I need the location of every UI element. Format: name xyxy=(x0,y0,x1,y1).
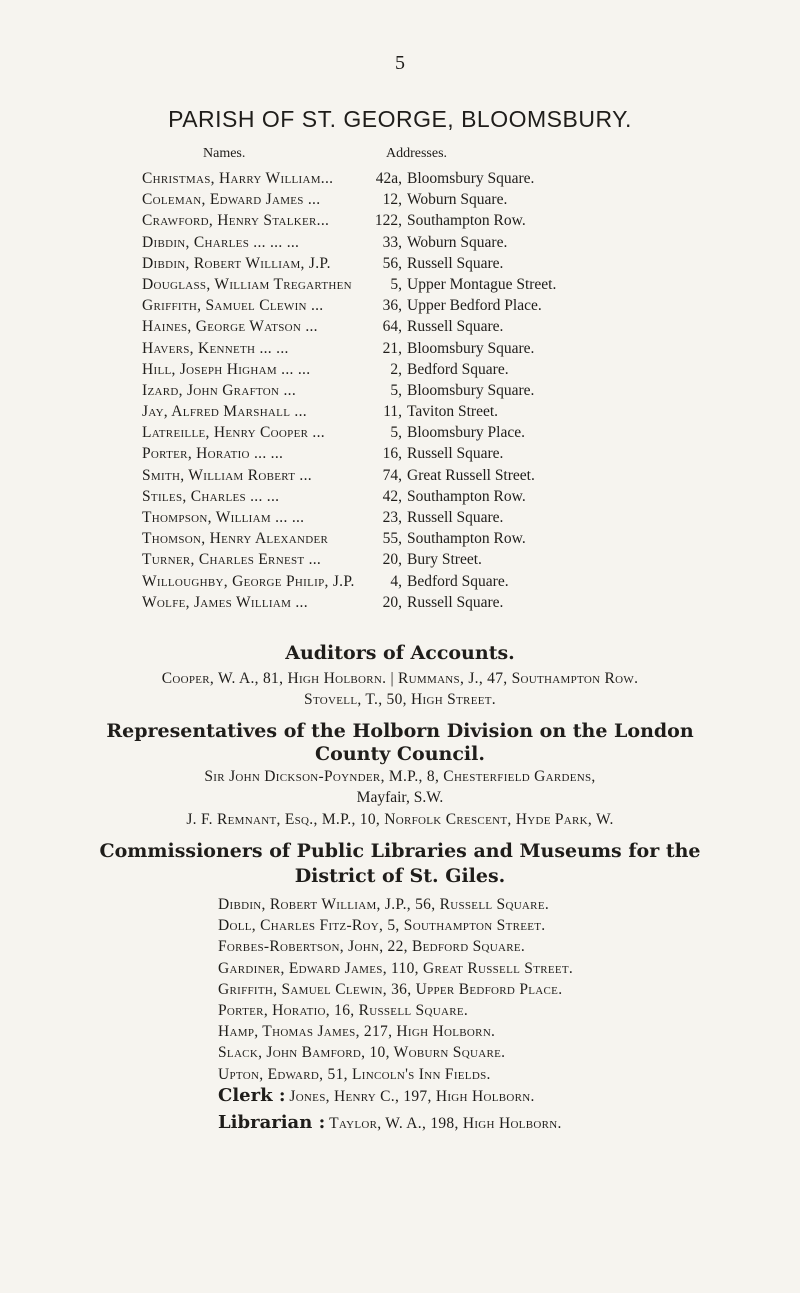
librarian-entry: Taylor, W. A., 198, High Holborn. xyxy=(329,1115,562,1132)
commissioners-heading: District of St. Giles. xyxy=(294,865,506,887)
resident-address: Upper Montague Street. xyxy=(407,275,557,293)
resident-name: Thomson, Henry Alexander xyxy=(142,530,329,548)
resident-row xyxy=(142,316,702,337)
resident-house-number: 21, xyxy=(382,339,402,357)
resident-row xyxy=(142,528,702,549)
resident-row xyxy=(142,232,702,253)
resident-house-number: 20, xyxy=(382,593,402,611)
resident-row xyxy=(142,189,702,210)
resident-address: Woburn Square. xyxy=(407,233,508,251)
resident-name: Thompson, William ... ... xyxy=(142,509,305,526)
representative-line: Mayfair, S.W. xyxy=(356,789,444,806)
clerk-line xyxy=(218,1085,535,1106)
representative-line: J. F. Remnant, Esq., M.P., 10, Norfolk Crescent, Hyde Park, W. xyxy=(186,811,614,828)
resident-row xyxy=(142,443,702,464)
resident-row xyxy=(142,210,702,231)
commissioner-entry: Griffith, Samuel Clewin, 36, Upper Bedford Place. xyxy=(218,980,563,998)
commissioner-entry: Slack, John Bamford, 10, Woburn Square. xyxy=(218,1044,506,1062)
resident-address: Bloomsbury Square. xyxy=(407,170,535,187)
commissioner-entry: Porter, Horatio, 16, Russell Square. xyxy=(218,1001,469,1019)
resident-house-number: 42a, xyxy=(375,170,402,187)
commissioner-entry: Gardiner, Edward James, 110, Great Russell Street. xyxy=(218,959,574,977)
resident-name: Willoughby, George Philip, J.P. xyxy=(142,572,355,590)
resident-name: Hill, Joseph Higham ... ... xyxy=(142,360,311,378)
resident-row xyxy=(142,338,702,359)
commissioner-entry: Dibdin, Robert William, J.P., 56, Russell Square. xyxy=(218,896,550,913)
resident-name: Coleman, Edward James ... xyxy=(142,191,321,209)
resident-row xyxy=(142,465,702,486)
resident-row xyxy=(142,422,702,443)
resident-name: Christmas, Harry William... xyxy=(142,170,334,187)
auditors-heading: Auditors of Accounts. xyxy=(285,642,515,664)
commissioner-entry: Forbes-Robertson, John, 22, Bedford Square. xyxy=(218,938,526,956)
resident-house-number: 5, xyxy=(390,424,402,442)
resident-address: Bloomsbury Square. xyxy=(407,381,535,399)
resident-row xyxy=(142,401,702,422)
resident-name: Turner, Charles Ernest ... xyxy=(142,551,322,569)
resident-address: Woburn Square. xyxy=(407,191,508,209)
resident-row xyxy=(142,274,702,295)
resident-house-number: 4, xyxy=(390,572,402,590)
resident-row xyxy=(142,295,702,316)
resident-row xyxy=(142,571,702,592)
resident-house-number: 16, xyxy=(382,445,402,463)
resident-name: Dibdin, Charles ... ... ... xyxy=(142,233,300,251)
resident-house-number: 20, xyxy=(382,551,402,569)
resident-row xyxy=(142,253,702,274)
resident-address: Great Russell Street. xyxy=(407,466,535,484)
resident-house-number: 11, xyxy=(383,403,402,421)
resident-house-number: 5, xyxy=(390,275,402,293)
clerk-entry: Jones, Henry C., 197, High Holborn. xyxy=(289,1088,535,1105)
resident-row xyxy=(142,549,702,570)
resident-house-number: 74, xyxy=(382,466,402,484)
residents-list xyxy=(142,168,702,613)
resident-address: Russell Square. xyxy=(407,509,504,526)
resident-address: Southampton Row. xyxy=(407,212,526,230)
resident-address: Bedford Square. xyxy=(407,572,509,590)
commissioner-entry: Upton, Edward, 51, Lincoln's Inn Fields. xyxy=(218,1065,491,1083)
resident-house-number: 2, xyxy=(390,360,402,378)
resident-name: Haines, George Watson ... xyxy=(142,318,318,336)
resident-row xyxy=(142,380,702,401)
resident-address: Bury Street. xyxy=(407,551,482,569)
representatives-heading: County Council. xyxy=(315,743,485,765)
librarian-label: Librarian : xyxy=(218,1112,326,1133)
librarian-line xyxy=(218,1112,562,1133)
auditors-line: Cooper, W. A., 81, High Holborn. | Rummans, J., 47, Southampton Row. xyxy=(161,670,639,687)
resident-address: Southampton Row. xyxy=(407,487,526,505)
resident-house-number: 55, xyxy=(382,530,402,548)
resident-row xyxy=(142,507,702,528)
resident-name: Dibdin, Robert William, J.P. xyxy=(142,254,331,272)
auditors-line: Stovell, T., 50, High Street. xyxy=(304,691,496,708)
resident-address: Southampton Row. xyxy=(407,530,526,548)
representatives-heading: Representatives of the Holborn Division on the London xyxy=(106,720,694,742)
resident-name: Crawford, Henry Stalker... xyxy=(142,212,330,230)
resident-name: Douglass, William Tregarthen xyxy=(142,275,352,293)
resident-address: Bedford Square. xyxy=(407,360,509,378)
commissioner-entry: Hamp, Thomas James, 217, High Holborn. xyxy=(218,1023,496,1041)
resident-house-number: 64, xyxy=(382,318,402,336)
commissioners-list xyxy=(218,894,573,1085)
resident-address: Bloomsbury Square. xyxy=(407,339,535,357)
names-column-header: Names. xyxy=(203,146,246,161)
clerk-label: Clerk : xyxy=(218,1085,286,1106)
resident-address: Upper Bedford Place. xyxy=(407,297,542,315)
resident-house-number: 12, xyxy=(382,191,402,209)
resident-name: Izard, John Grafton ... xyxy=(142,381,296,399)
representative-line: Sir John Dickson-Poynder, M.P., 8, Chesterfield Gardens, xyxy=(204,768,596,785)
resident-name: Havers, Kenneth ... ... xyxy=(142,339,289,357)
resident-row xyxy=(142,168,702,189)
resident-house-number: 56, xyxy=(382,254,402,272)
resident-name: Griffith, Samuel Clewin ... xyxy=(142,297,324,315)
resident-address: Russell Square. xyxy=(407,445,504,463)
resident-house-number: 23, xyxy=(382,509,402,526)
resident-house-number: 122, xyxy=(374,212,402,230)
resident-name: Smith, William Robert ... xyxy=(142,466,312,484)
resident-name: Jay, Alfred Marshall ... xyxy=(142,403,307,421)
page-number: 5 xyxy=(395,52,405,74)
resident-house-number: 5, xyxy=(390,381,402,399)
addresses-column-header: Addresses. xyxy=(386,146,448,161)
resident-name: Latreille, Henry Cooper ... xyxy=(142,424,325,442)
resident-name: Wolfe, James William ... xyxy=(142,593,308,611)
resident-row xyxy=(142,486,702,507)
commissioner-entry: Doll, Charles Fitz-Roy, 5, Southampton Street. xyxy=(218,917,546,935)
page-title: PARISH OF ST. GEORGE, BLOOMSBURY. xyxy=(168,106,632,132)
resident-house-number: 33, xyxy=(382,233,402,251)
resident-address: Taviton Street. xyxy=(407,403,499,421)
resident-row xyxy=(142,592,702,613)
resident-row xyxy=(142,359,702,380)
resident-house-number: 42, xyxy=(382,487,402,505)
resident-name: Stiles, Charles ... ... xyxy=(142,487,280,505)
commissioners-heading: Commissioners of Public Libraries and Museums for the xyxy=(99,840,701,862)
resident-address: Russell Square. xyxy=(407,593,504,611)
resident-house-number: 36, xyxy=(382,297,402,315)
resident-name: Porter, Horatio ... ... xyxy=(142,445,284,463)
resident-address: Russell Square. xyxy=(407,254,504,272)
resident-address: Russell Square. xyxy=(407,318,504,336)
resident-address: Bloomsbury Place. xyxy=(407,424,525,442)
